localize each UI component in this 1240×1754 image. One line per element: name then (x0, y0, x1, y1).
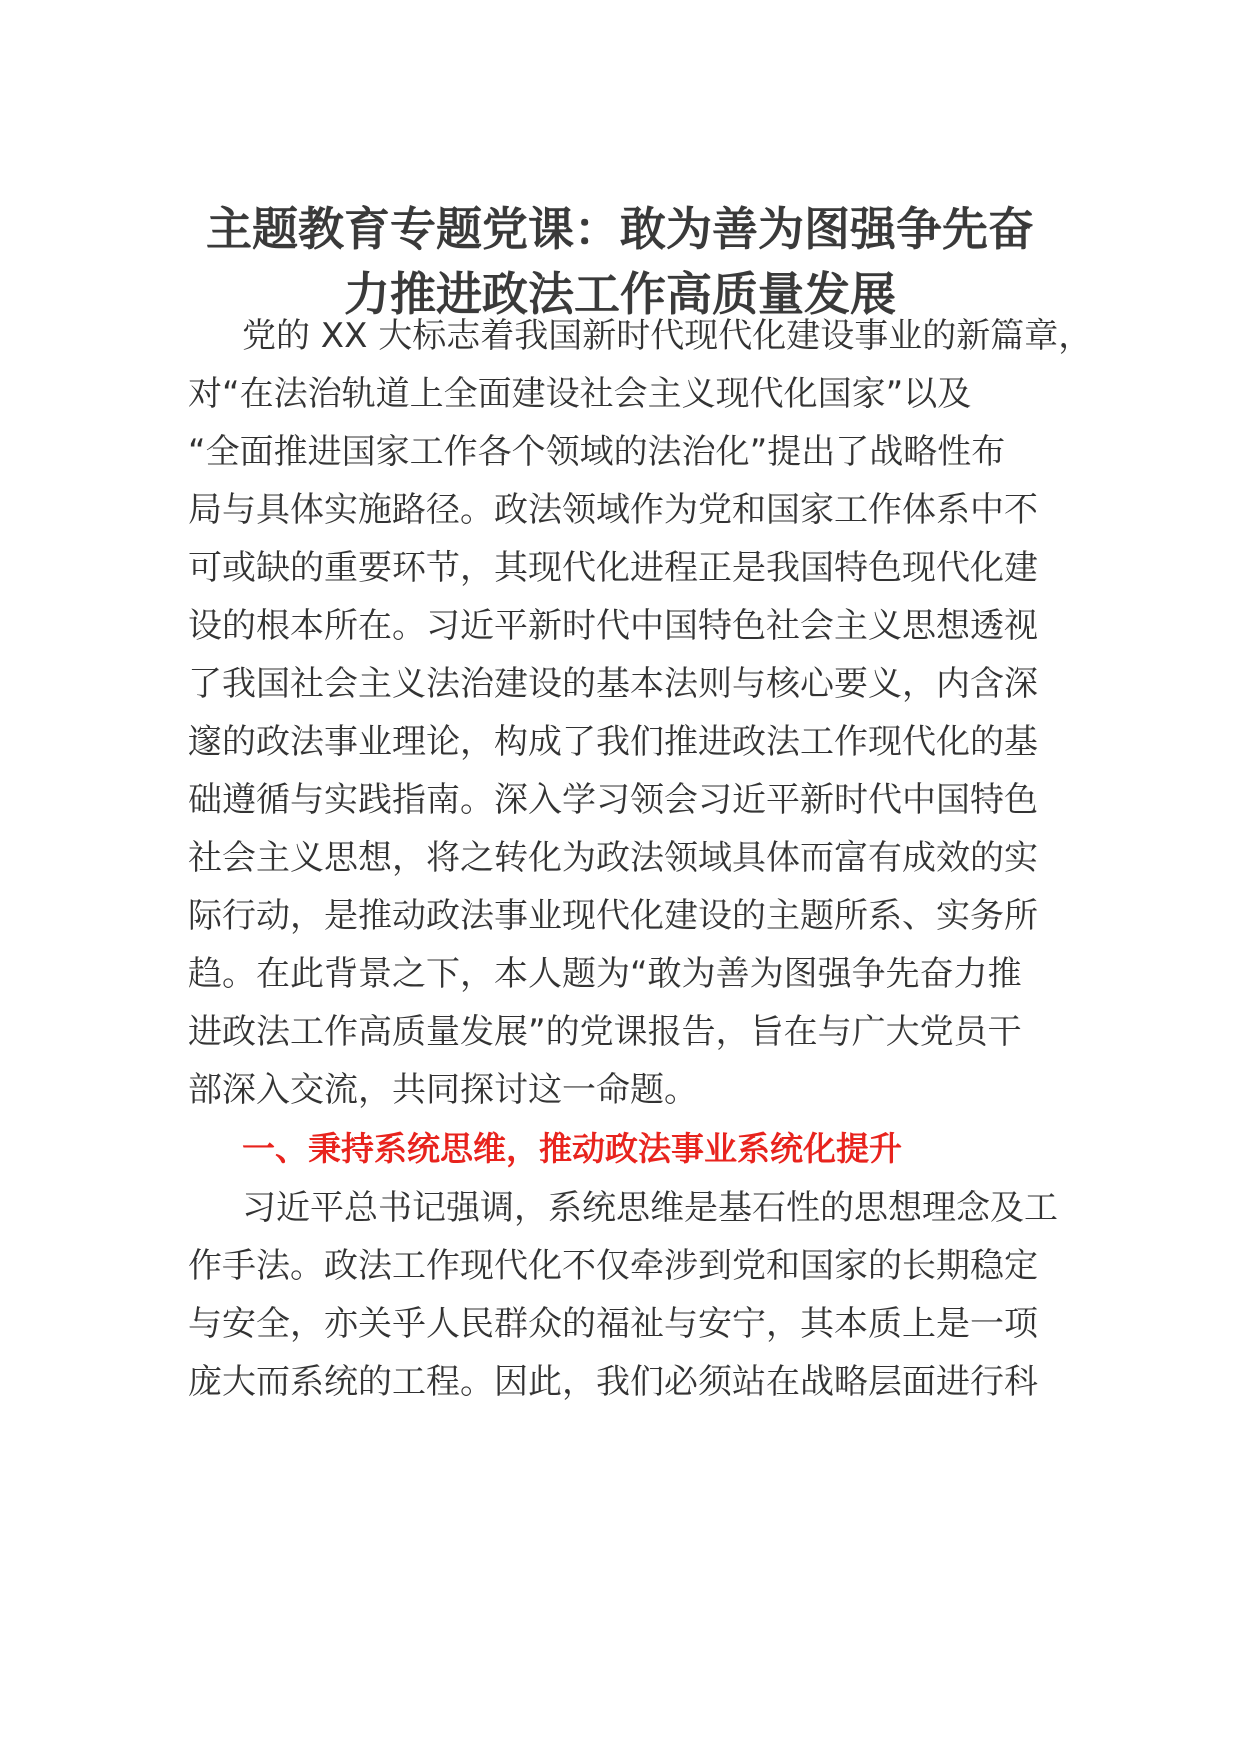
paragraph-line: 邃的政法事业理论，构成了我们推进政法工作现代化的基 (188, 722, 1038, 762)
paragraph-line: “全面推进国家工作各个领域的法治化”提出了战略性布 (188, 432, 1006, 472)
paragraph-line: 局与具体实施路径。政法领域作为党和国家工作体系中不 (188, 490, 1038, 530)
document-title-line-1: 主题教育专题党课：敢为善为图强争先奋 (206, 202, 1034, 256)
paragraph-line: 社会主义思想，将之转化为政法领域具体而富有成效的实 (188, 838, 1038, 878)
paragraph-line: 作手法。政法工作现代化不仅牵涉到党和国家的长期稳定 (188, 1246, 1038, 1286)
paragraph-line: 了我国社会主义法治建设的基本法则与核心要义，内含深 (188, 664, 1038, 704)
paragraph-line: 际行动，是推动政法事业现代化建设的主题所系、实务所 (188, 896, 1038, 936)
paragraph-line: 趋。在此背景之下，本人题为“敢为善为图强争先奋力推 (188, 954, 1022, 994)
paragraph-line: 部深入交流，共同探讨这一命题。 (188, 1070, 698, 1110)
paragraph-line: 进政法工作高质量发展”的党课报告，旨在与广大党员干 (188, 1012, 1022, 1052)
paragraph-line: 对“在法治轨道上全面建设社会主义现代化国家”以及 (188, 374, 972, 414)
paragraph-line: 习近平总书记强调，系统思维是基石性的思想理念及工 (242, 1188, 1058, 1228)
paragraph-line: 与安全，亦关乎人民群众的福祉与安宁，其本质上是一项 (188, 1304, 1038, 1344)
section-heading: 一、秉持系统思维，推动政法事业系统化提升 (242, 1129, 902, 1168)
paragraph-line: 庞大而系统的工程。因此，我们必须站在战略层面进行科 (188, 1362, 1038, 1402)
paragraph-line: 可或缺的重要环节，其现代化进程正是我国特色现代化建 (188, 548, 1038, 588)
paragraph-line: 设的根本所在。习近平新时代中国特色社会主义思想透视 (188, 606, 1038, 646)
paragraph-line: 党的 XX 大标志着我国新时代现代化建设事业的新篇章， (242, 316, 1093, 356)
paragraph-line: 础遵循与实践指南。深入学习领会习近平新时代中国特色 (188, 780, 1038, 820)
document-title-line-2: 力推进政法工作高质量发展 (344, 267, 896, 321)
